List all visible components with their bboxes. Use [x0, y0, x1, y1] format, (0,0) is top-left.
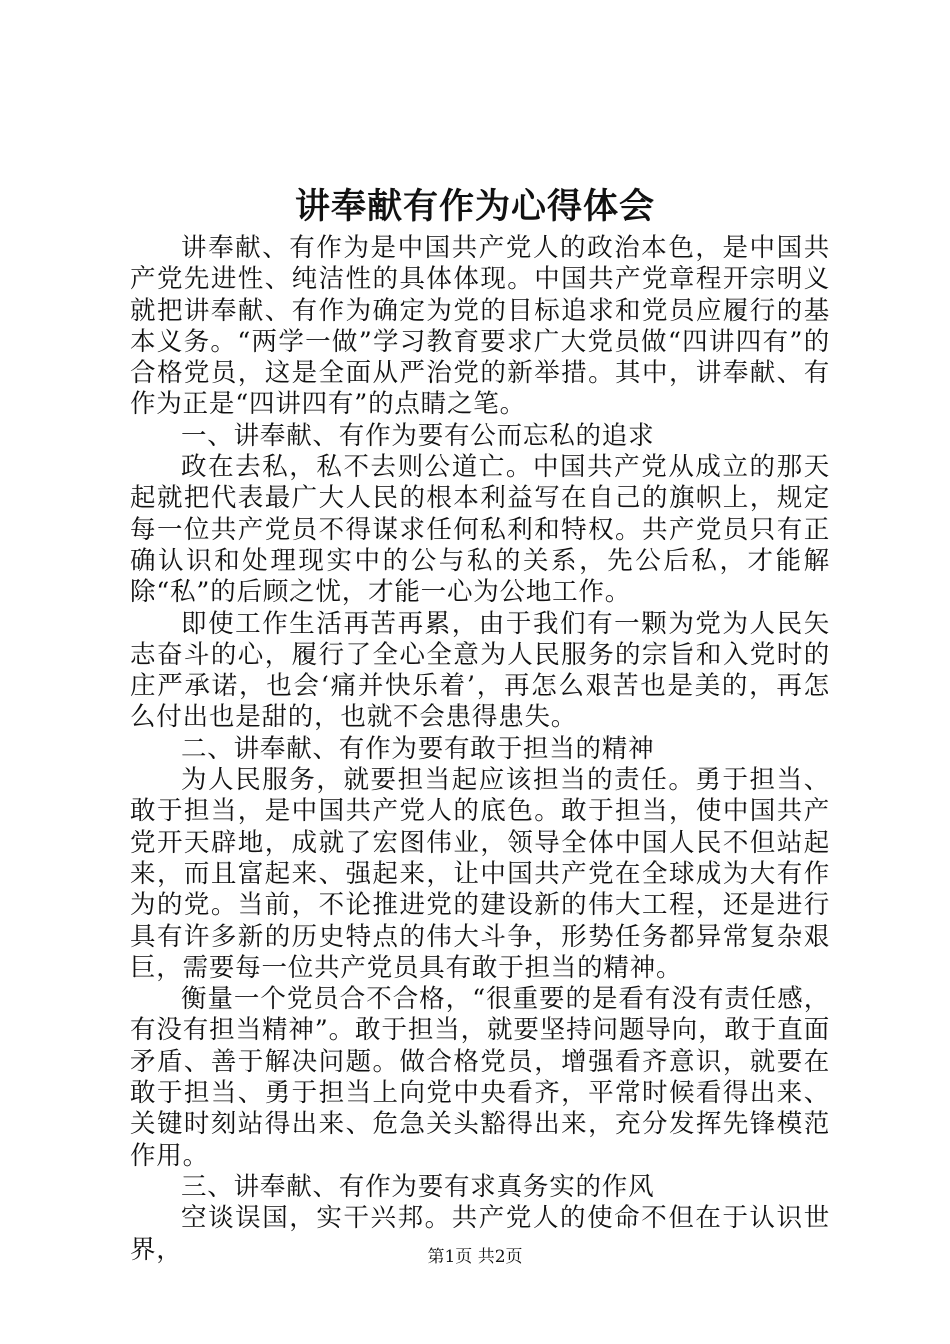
paragraph: 空谈误国，实干兴邦。共产党人的使命不但在于认识世界，	[130, 1203, 830, 1265]
section-heading-2: 二、讲奉献、有作为要有敢于担当的精神	[181, 733, 655, 764]
document-body	[130, 233, 830, 1266]
page-title: 讲奉献有作为心得体会	[294, 186, 655, 227]
paragraph: 政在去私，私不去则公道亡。中国共产党从成立的那天起就把代表最广大人民的根本利益写在自己的旗帜上，规定每一位共产党员不得谋求任何私利和特权。共产党员只有正确认识和处理现实中的公与私的关系，先公后私，才能解除“私”的后顾之忧，才能一心为公地工作。	[130, 452, 830, 608]
paragraph-intro: 讲奉献、有作为是中国共产党人的政治本色，是中国共产党先进性、纯洁性的具体体现。中国共产党章程开宗明义就把讲奉献、有作为确定为党的目标追求和党员应履行的基本义务。“两学一做”学习教育要求广大党员做“四讲四有”的合格党员，这是全面从严治党的新举措。其中，讲奉献、有作为正是“四讲四有”的点睛之笔。	[130, 233, 830, 420]
paragraph: 衡量一个党员合不合格，“很重要的是看有没有责任感，有没有担当精神”。敢于担当，就要坚持问题导向，敢于直面矛盾、善于解决问题。做合格党员，增强看齐意识，就要在敢于担当、勇于担当上向党中央看齐，平常时候看得出来、关键时刻站得出来、危急关头豁得出来，充分发挥先锋模范作用。	[130, 984, 830, 1171]
paragraph: 为人民服务，就要担当起应该担当的责任。勇于担当、敢于担当，是中国共产党人的底色。敢于担当，使中国共产党开天辟地，成就了宏图伟业，领导全体中国人民不但站起来，而且富起来、强起来，让中国共产党在全球成为大有作为的党。当前，不论推进党的建设新的伟大工程，还是进行具有许多新的历史特点的伟大斗争，形势任务都异常复杂艰巨，需要每一位共产党员具有敢于担当的精神。	[130, 765, 830, 983]
paragraph: 即使工作生活再苦再累，由于我们有一颗为党为人民矢志奋斗的心，履行了全心全意为人民服务的宗旨和入党时的庄严承诺，也会‘痛并快乐着’，再怎么艰苦也是美的，再怎么付出也是甜的，也就不会患得患失。	[130, 608, 830, 733]
section-heading-3: 三、讲奉献、有作为要有求真务实的作风	[181, 1171, 655, 1202]
page-footer: 第1页 共2页	[427, 1247, 523, 1267]
section-heading-1: 一、讲奉献、有作为要有公而忘私的追求	[181, 420, 655, 451]
